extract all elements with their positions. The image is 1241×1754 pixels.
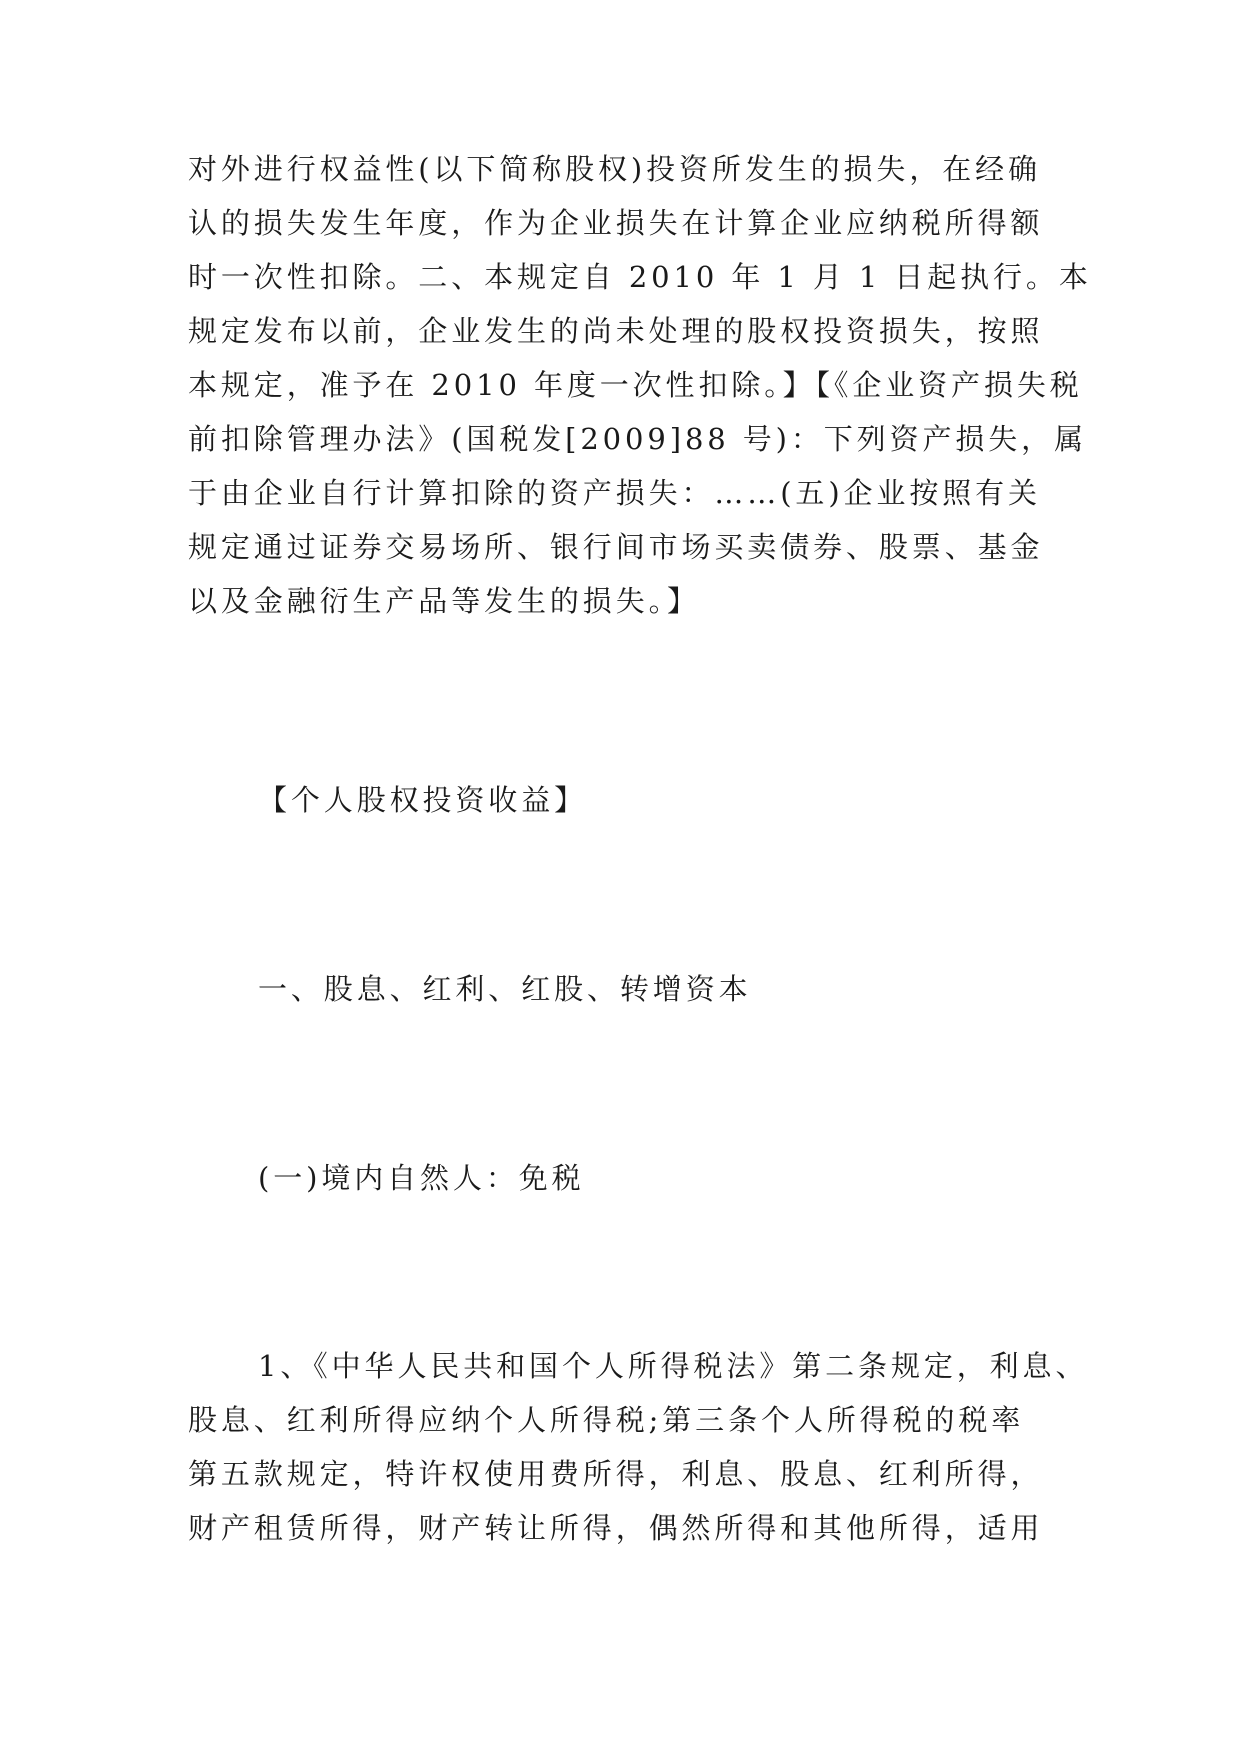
paragraph-1-line-5: 本规定，准予在 2010 年度一次性扣除。】【《企业资产损失税 (188, 368, 1083, 402)
heading-section-dividends: 一、股息、红利、红股、转增资本 (258, 972, 752, 1006)
heading-personal-equity-income: 【个人股权投资收益】 (258, 783, 588, 817)
paragraph-2-line-3: 第五款规定，特许权使用费所得，利息、股息、红利所得， (188, 1457, 1044, 1491)
paragraph-1-line-3: 时一次性扣除。二、本规定自 2010 年 1 月 1 日起执行。本 (188, 260, 1092, 294)
paragraph-1-line-7: 于由企业自行计算扣除的资产损失：……(五)企业按照有关 (188, 476, 1041, 510)
paragraph-1-line-4: 规定发布以前，企业发生的尚未处理的股权投资损失，按照 (188, 314, 1044, 348)
paragraph-1-line-6: 前扣除管理办法》(国税发[2009]88 号)：下列资产损失，属 (188, 422, 1087, 456)
paragraph-2-line-1: 1、《中华人民共和国个人所得税法》第二条规定，利息、 (258, 1349, 1089, 1383)
paragraph-1-line-8: 规定通过证券交易场所、银行间市场买卖债券、股票、基金 (188, 530, 1044, 564)
paragraph-1-line-9: 以及金融衍生产品等发生的损失。】 (188, 584, 700, 618)
paragraph-2-line-4: 财产租赁所得，财产转让所得，偶然所得和其他所得，适用 (188, 1511, 1044, 1545)
paragraph-1-line-2: 认的损失发生年度，作为企业损失在计算企业应纳税所得额 (188, 206, 1044, 240)
heading-subsection-domestic-individual: (一)境内自然人：免税 (258, 1161, 585, 1195)
paragraph-1-line-1: 对外进行权益性(以下简称股权)投资所发生的损失，在经确 (188, 152, 1041, 186)
paragraph-2-line-2: 股息、红利所得应纳个人所得税;第三条个人所得税的税率 (188, 1403, 1025, 1437)
